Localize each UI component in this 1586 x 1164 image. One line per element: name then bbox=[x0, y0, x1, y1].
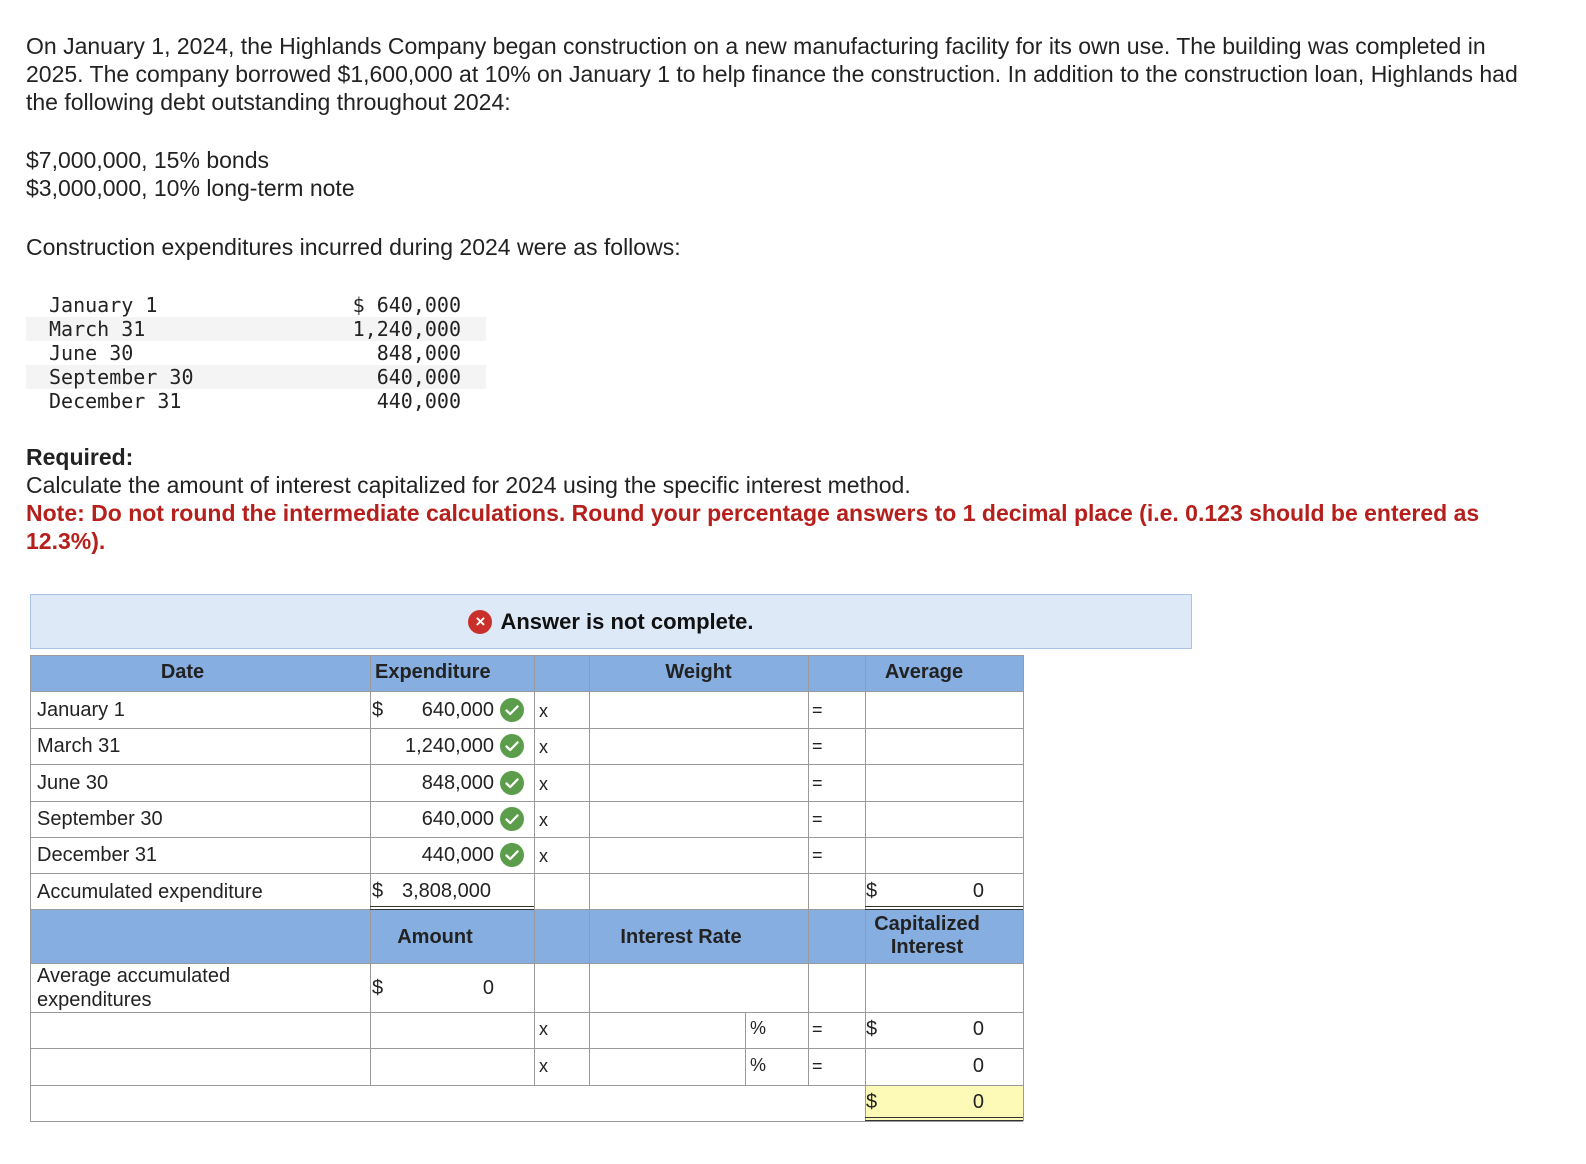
schedule-amount: $ 640,000 bbox=[352, 293, 461, 317]
expenditure-input[interactable]: 440,000 bbox=[421, 844, 494, 866]
construction-intro: Construction expenditures incurred during 2024 were as follows: bbox=[26, 234, 681, 260]
amount-input[interactable] bbox=[371, 1013, 534, 1048]
avg-accumulated-label: Average accumulated expenditures bbox=[37, 965, 231, 1011]
row-date: June 30 bbox=[37, 772, 109, 794]
schedule-row bbox=[26, 389, 486, 413]
accumulated-label: Accumulated expenditure bbox=[37, 881, 263, 903]
header-amount: Amount bbox=[397, 926, 473, 948]
multiply-sign: x bbox=[539, 1056, 548, 1076]
double-underline bbox=[370, 906, 534, 910]
schedule-date: September 30 bbox=[49, 365, 194, 389]
multiply-sign: x bbox=[539, 701, 548, 721]
dollar-sign: $ bbox=[372, 699, 384, 721]
expenditure-input[interactable]: 640,000 bbox=[421, 808, 494, 830]
required-text: Calculate the amount of interest capitalized for 2024 using the specific interest method. bbox=[26, 472, 911, 498]
weight-input[interactable] bbox=[590, 802, 808, 837]
check-icon bbox=[500, 807, 524, 831]
check-icon bbox=[500, 698, 524, 722]
equals-sign: = bbox=[812, 700, 823, 720]
row-date: December 31 bbox=[37, 844, 158, 866]
schedule-amount: 848,000 bbox=[376, 341, 461, 365]
average-input[interactable] bbox=[866, 765, 1023, 801]
schedule-date: December 31 bbox=[49, 389, 182, 413]
rate-input[interactable] bbox=[590, 964, 808, 1012]
equals-sign: = bbox=[812, 1019, 823, 1039]
multiply-sign: x bbox=[539, 846, 548, 866]
average-total-input[interactable]: 0 bbox=[972, 880, 984, 902]
debt-note: $3,000,000, 10% long-term note bbox=[26, 175, 355, 201]
multiply-sign: x bbox=[539, 810, 548, 830]
row-date: September 30 bbox=[37, 808, 163, 830]
weight-input[interactable] bbox=[590, 692, 808, 728]
schedule-amount: 440,000 bbox=[376, 389, 461, 413]
check-icon bbox=[500, 771, 524, 795]
header-date: Date bbox=[160, 661, 205, 683]
average-input[interactable] bbox=[866, 692, 1023, 728]
double-underline bbox=[865, 906, 1023, 910]
schedule-row bbox=[26, 317, 486, 341]
average-input[interactable] bbox=[866, 802, 1023, 837]
row-date: January 1 bbox=[37, 699, 125, 721]
equals-sign: = bbox=[812, 845, 823, 865]
required-heading: Required: bbox=[26, 444, 134, 470]
amount-input[interactable] bbox=[371, 1049, 534, 1085]
schedule-amount: 640,000 bbox=[376, 365, 461, 389]
multiply-sign: x bbox=[539, 774, 548, 794]
dollar-sign: $ bbox=[866, 1018, 878, 1040]
x-circle-icon: × bbox=[468, 610, 492, 634]
expenditure-input[interactable]: 848,000 bbox=[421, 772, 494, 794]
header-interest-rate: Interest Rate bbox=[620, 926, 742, 948]
weight-input[interactable] bbox=[590, 765, 808, 801]
capitalized-input[interactable] bbox=[866, 964, 1023, 1012]
expenditure-schedule bbox=[26, 293, 486, 413]
total-capitalized-input[interactable]: 0 bbox=[972, 1091, 984, 1113]
multiply-sign: x bbox=[539, 1019, 548, 1039]
header-weight: Weight bbox=[665, 661, 732, 683]
equals-sign: = bbox=[812, 809, 823, 829]
header-average: Average bbox=[884, 661, 964, 683]
interest-rate-input[interactable] bbox=[590, 1049, 745, 1085]
percent-sign: % bbox=[750, 1055, 767, 1075]
schedule-date: January 1 bbox=[49, 293, 158, 317]
percent-sign: % bbox=[750, 1018, 767, 1038]
check-icon bbox=[500, 734, 524, 758]
rounding-note: Note: Do not round the intermediate calculations. Round your percentage answers to 1 decimal place (i.e. 0.123 should be entered as 12.3%). bbox=[26, 500, 1480, 554]
average-input[interactable] bbox=[866, 729, 1023, 764]
header-capitalized-interest: Capitalized Interest bbox=[874, 913, 980, 958]
multiply-sign: x bbox=[539, 737, 548, 757]
problem-intro: On January 1, 2024, the Highlands Company began construction on a new manufacturing facility for its own use. The building was completed in 2025. The company borrowed $1,600,000 at 10% on January 1 to help finance the construction. In addition to the construction loan, Highlands had the following debt outstanding throughout 2024: bbox=[26, 33, 1518, 115]
answer-table bbox=[30, 655, 1023, 1121]
answer-status-text: Answer is not complete. bbox=[500, 608, 754, 634]
dollar-sign: $ bbox=[372, 880, 384, 902]
capitalized-interest-input[interactable]: 0 bbox=[972, 1018, 984, 1040]
double-underline bbox=[865, 1117, 1023, 1121]
schedule-row bbox=[26, 341, 486, 365]
weight-input[interactable] bbox=[590, 838, 808, 873]
answer-status-banner bbox=[30, 594, 1192, 649]
dollar-sign: $ bbox=[866, 880, 878, 902]
dollar-sign: $ bbox=[372, 977, 384, 999]
equals-sign: = bbox=[812, 1056, 823, 1076]
schedule-date: June 30 bbox=[49, 341, 134, 365]
schedule-row bbox=[26, 293, 486, 317]
accumulated-total: 3,808,000 bbox=[402, 880, 491, 902]
header-expenditure: Expenditure bbox=[375, 661, 491, 683]
capitalized-interest-input[interactable]: 0 bbox=[972, 1055, 984, 1077]
row-date: March 31 bbox=[37, 735, 121, 757]
dollar-sign: $ bbox=[866, 1091, 878, 1113]
avg-amount-input[interactable]: 0 bbox=[482, 977, 494, 999]
schedule-row bbox=[26, 365, 486, 389]
debt-bonds: $7,000,000, 15% bonds bbox=[26, 147, 269, 173]
schedule-date: March 31 bbox=[49, 317, 146, 341]
expenditure-input[interactable]: 640,000 bbox=[421, 699, 494, 721]
weight-input[interactable] bbox=[590, 729, 808, 764]
equals-sign: = bbox=[812, 736, 823, 756]
debt-list bbox=[26, 146, 355, 202]
average-input[interactable] bbox=[866, 838, 1023, 873]
interest-rate-input[interactable] bbox=[590, 1013, 745, 1048]
equals-sign: = bbox=[812, 773, 823, 793]
check-icon bbox=[500, 843, 524, 867]
expenditure-input[interactable]: 1,240,000 bbox=[405, 735, 494, 757]
schedule-amount: 1,240,000 bbox=[352, 317, 461, 341]
